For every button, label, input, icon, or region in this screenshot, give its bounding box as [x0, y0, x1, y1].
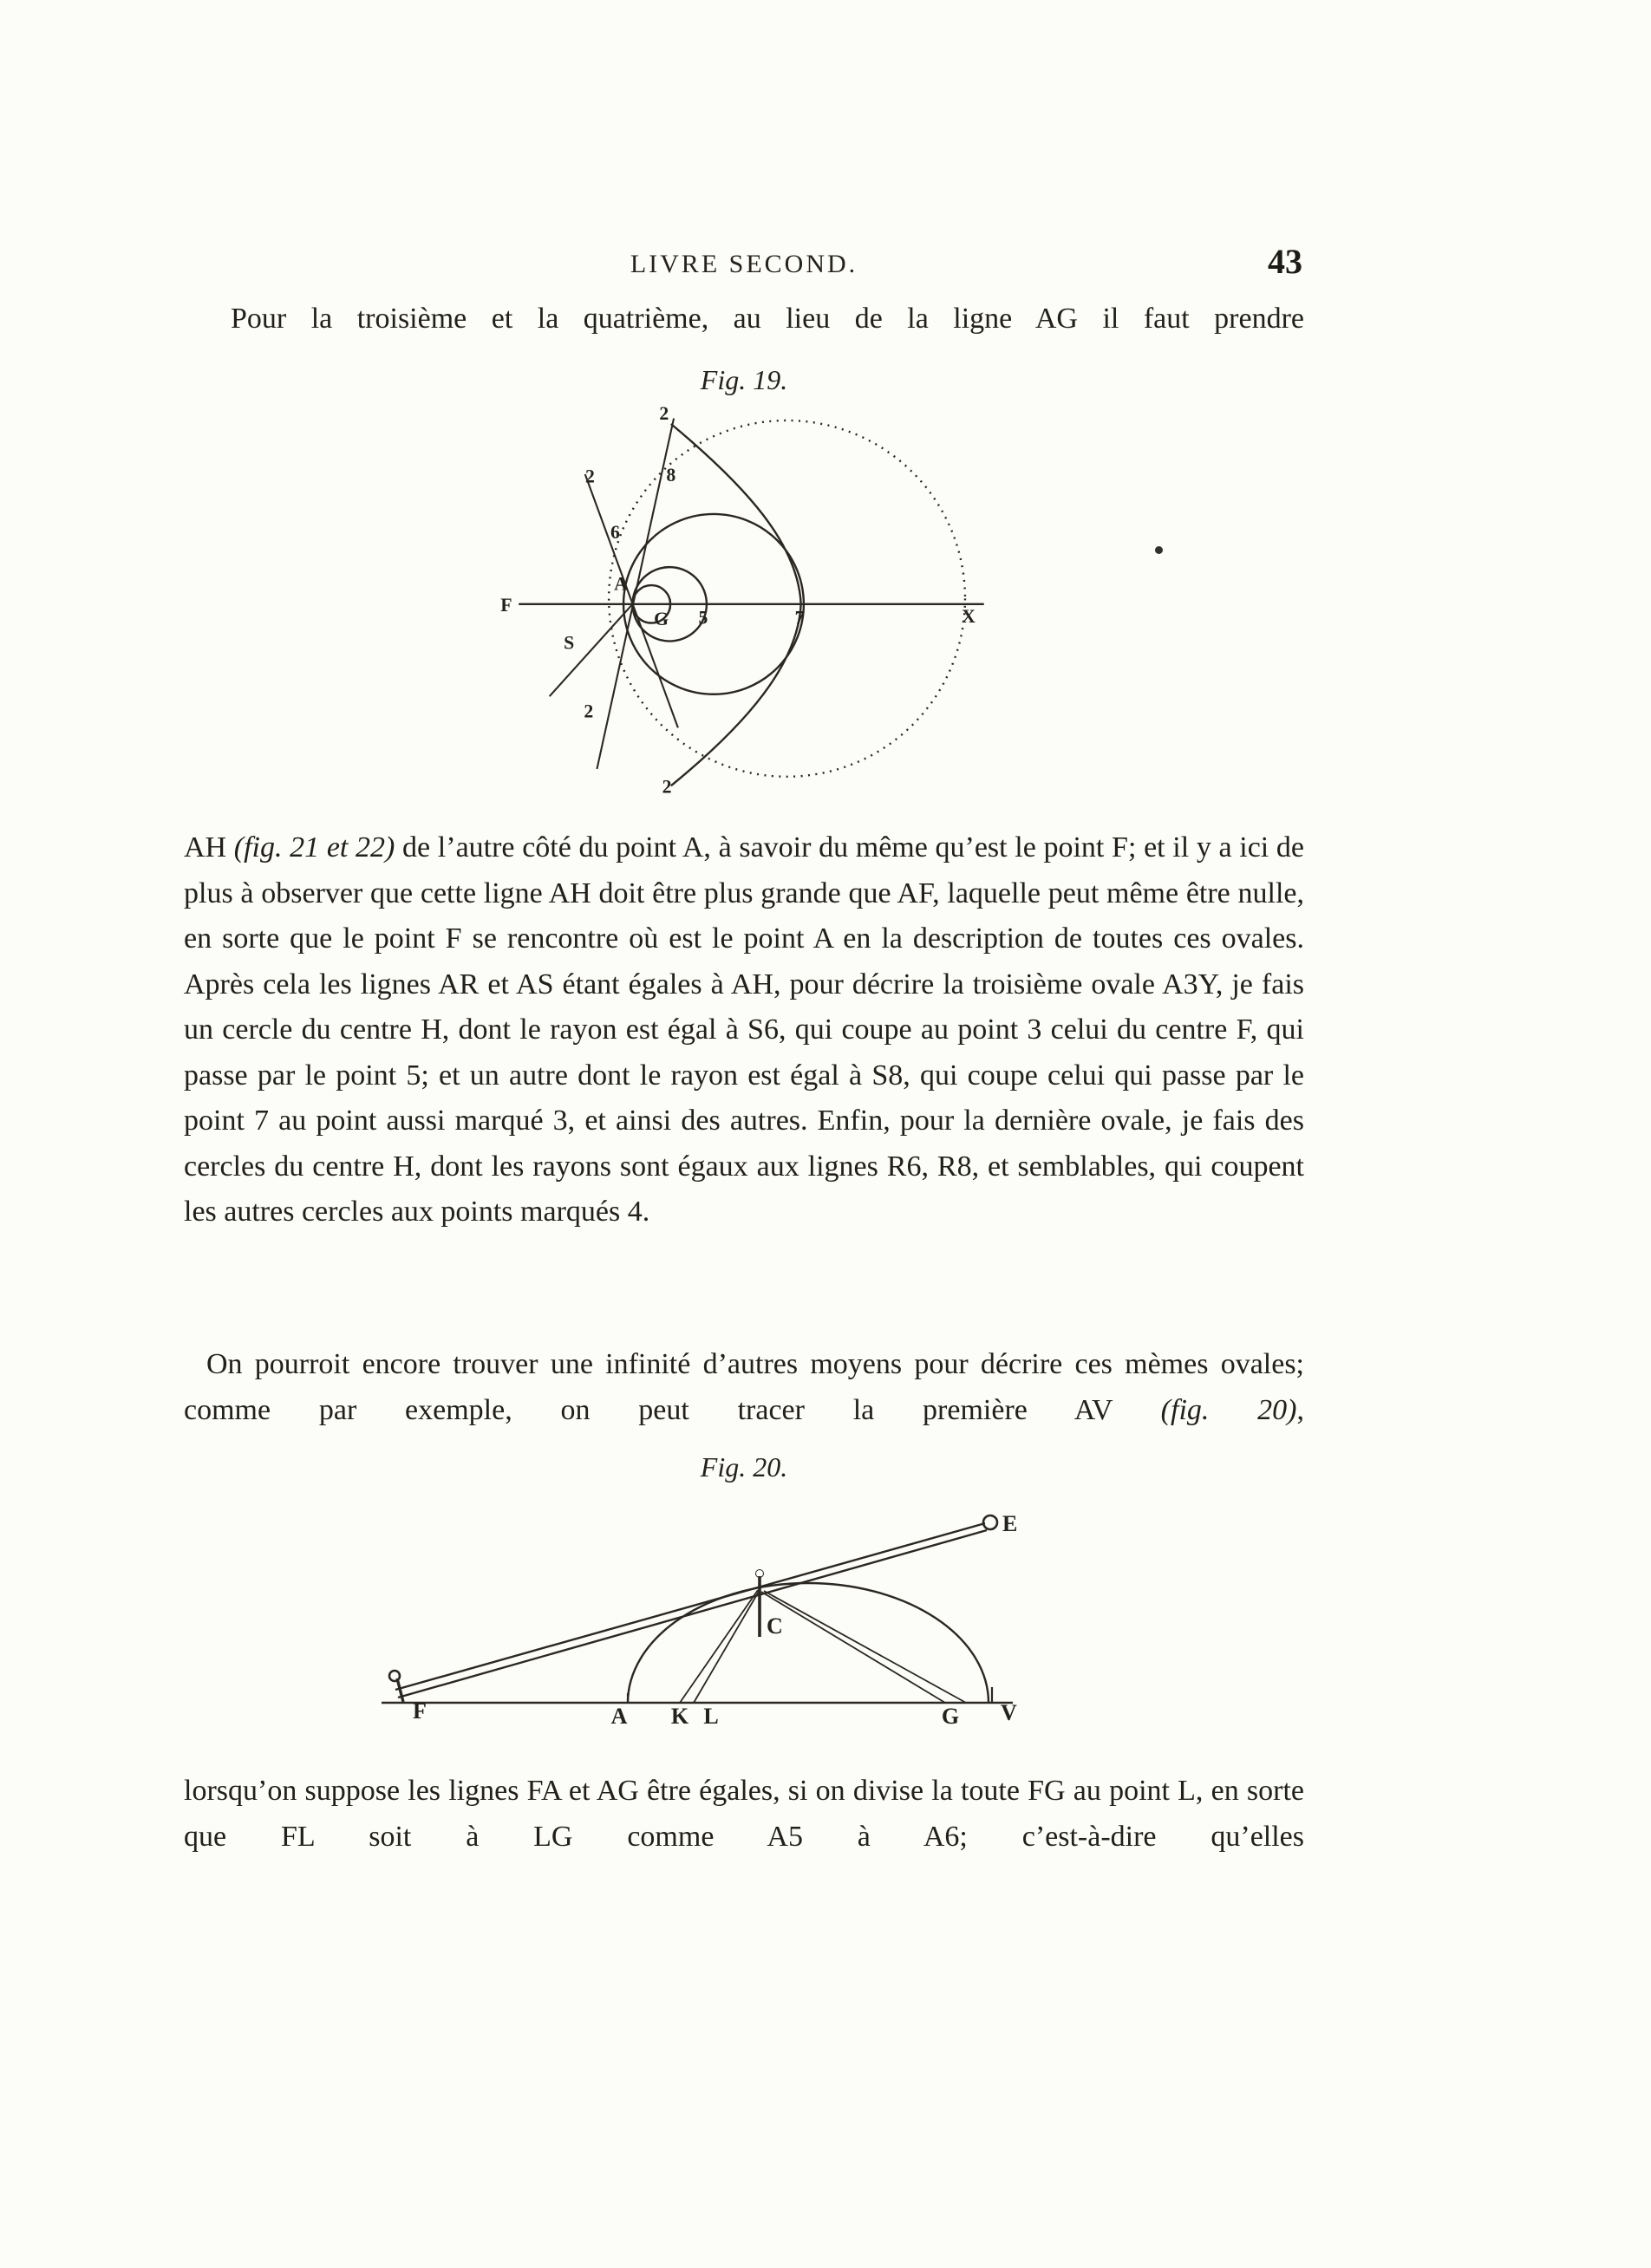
fig19-caption: Fig. 19. [700, 364, 788, 395]
fig20-label-G: G [941, 1704, 960, 1729]
fig20-label-A: A [610, 1704, 628, 1729]
fig19-figure [491, 404, 994, 796]
fig19-label-5: 5 [698, 607, 708, 629]
fig20-figure [371, 1503, 1023, 1752]
fig20-caption: Fig. 20. [700, 1451, 788, 1483]
fig19-label-X: X [962, 605, 976, 627]
fig19-label-8: 8 [666, 465, 676, 486]
paragraph-second [184, 1342, 1304, 1433]
paragraph-main-rest: de l’autre côté du point A, à savoir du même qu’est le point F; et il y a ici de plus à observer que cette ligne AH doit être plus grande que AF, laquelle peut même être nulle, en sorte que le point F se rencontre où est le point A en la description de toutes ces ovales. Après cela les lignes AR et AS étant égales à AH, pour décrire la troisième ovale A3Y, je fais un cercle du centre H, dont le rayon est égal à S6, qui coupe au point 3 celui du centre F, qui passe par le point 5; et un autre dont le rayon est égal à S8, qui coupe celui qui passe par le point 7 au point aussi marqué 3, et ainsi des autres. Enfin, pour la dernière ovale, je fais des cercles du centre H, dont les rayons sont égaux aux lignes R6, R8, et semblables, qui coupent les autres cercles aux points marqués 4. [184, 831, 1305, 1228]
fig20-label-K: K [670, 1704, 689, 1729]
fig20-label-E: E [1002, 1511, 1018, 1536]
fig19-label-6: 6 [610, 522, 620, 544]
fig19-label-2-botleft: 2 [584, 701, 594, 722]
page-number: 43 [1268, 242, 1302, 281]
fig20-string-CL [694, 1590, 760, 1703]
fig19-label-2-bottom: 2 [662, 776, 672, 796]
paragraph-last: lorsqu’on suppose les lignes FA et AG être égales, si on divise la toute FG au point L, en sorte que FL soit à LG comme A5 à A6; c’est-à-dire qu’elles [184, 1775, 1304, 1853]
paragraph-intro: Pour la troisième et la quatrième, au lieu de la ligne AG il faut prendre [231, 303, 1304, 335]
fig20-label-C: C [767, 1613, 783, 1639]
paragraph-second-end: , [1296, 1393, 1304, 1426]
paragraph-second-text: On pourroit encore trouver une infinité d’autres moyens pour décrire ces mèmes ovales; comme par exemple, on peut tracer la première AV [184, 1348, 1304, 1426]
fig19-slant-line-steep [597, 419, 674, 769]
fig19-label-7: 7 [794, 607, 805, 629]
ink-speck [1155, 546, 1163, 554]
paragraph-main [184, 825, 1304, 1235]
paragraph-main-figref: (fig. 21 et 22) [233, 831, 395, 864]
fig19-label-2-upleft: 2 [584, 466, 595, 487]
fig20-label-V: V [1001, 1700, 1017, 1725]
fig19-label-A: A [614, 573, 628, 595]
fig19-diagram [491, 404, 994, 796]
fig19-label-G: G [654, 609, 669, 629]
fig19-slant-line-moderate [585, 474, 678, 727]
fig20-diagram [371, 1503, 1023, 1752]
fig20-eyelet-E [983, 1515, 997, 1529]
fig20-ruler-edge-bottom [398, 1530, 987, 1698]
fig20-label-L: L [703, 1704, 719, 1729]
fig19-label-2-top: 2 [659, 404, 669, 425]
fig19-line-AS [550, 604, 633, 696]
paragraph-main-lead: AH [184, 831, 234, 864]
fig19-label-F: F [500, 594, 512, 616]
fig20-label-F: F [413, 1698, 427, 1724]
fig20-string-CG2 [764, 1591, 966, 1703]
running-head [184, 244, 1304, 290]
fig20-pin-F-loop [389, 1671, 400, 1681]
running-header-title: LIVRE SECOND. [630, 250, 858, 278]
fig19-label-S: S [564, 632, 575, 654]
paragraph-second-figref: (fig. 20) [1160, 1393, 1297, 1426]
fig20-pin-F [397, 1678, 403, 1702]
